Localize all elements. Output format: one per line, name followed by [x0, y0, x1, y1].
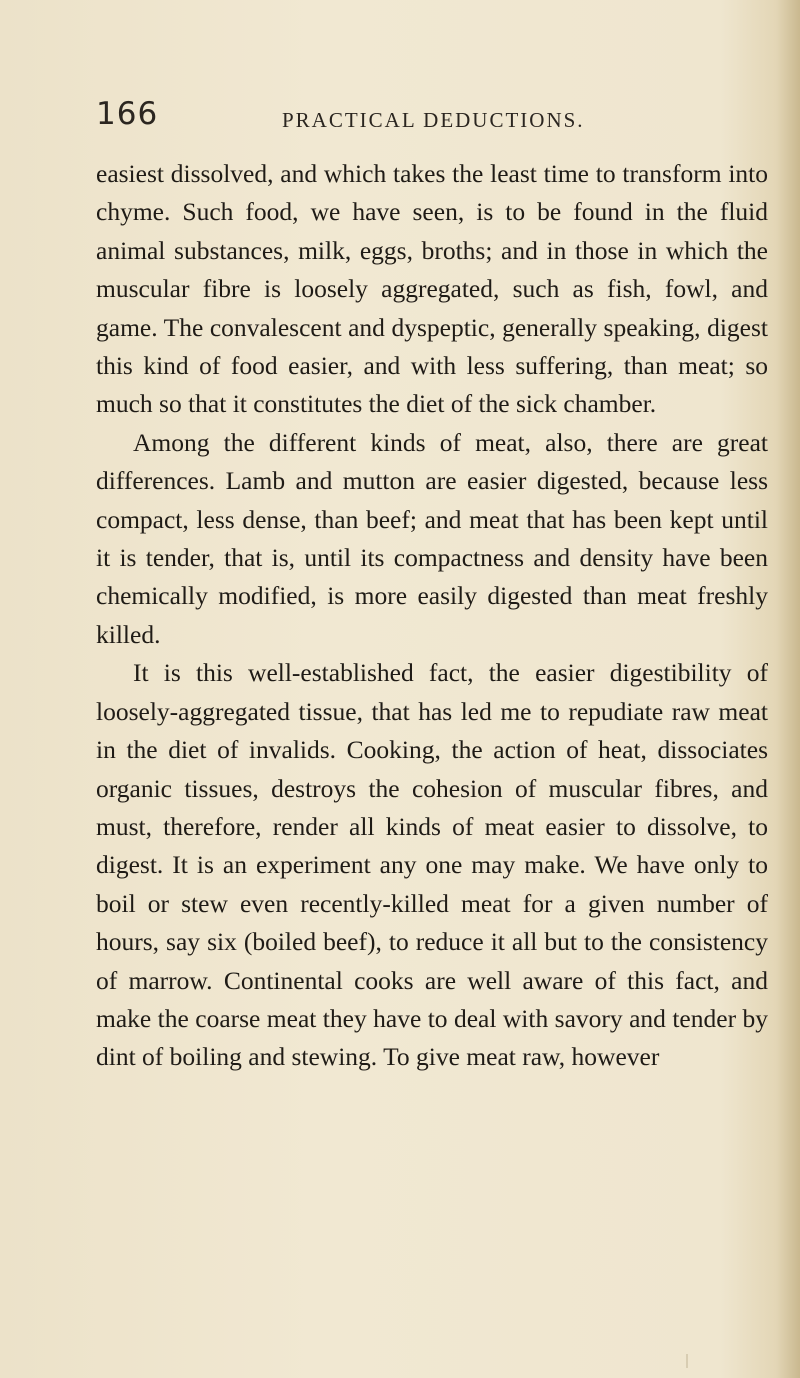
- page-mark: [686, 1354, 688, 1368]
- page-header: [96, 96, 716, 146]
- paragraph-continued: easiest dissolved, and which takes the least time to transform into chyme. Such food, we have seen, is to be found in the fluid animal substances, milk, eggs, broths; and in those in which the muscular fibre is loosely aggregated, such as fish, fowl, and game. The convalescent and dyspeptic, generally speaking, digest this kind of food easier, and with less suffering, than meat; so much so that it constitutes the diet of the sick chamber.: [96, 159, 768, 419]
- page-number: 166: [96, 96, 159, 132]
- running-head: PRACTICAL DEDUCTIONS.: [282, 108, 585, 132]
- paragraph-meat-differences: Among the different kinds of meat, also, there are great differences. Lamb and mutton are easier digested, because less compact, less dense, than beef; and meat that has been kept until it is tender, that is, until its compactness and density have been chemically modified, is more easily digested than meat freshly killed.: [96, 427, 768, 649]
- paragraph-raw-meat: It is this well-established fact, the easier digestibility of loosely-aggregated tissue, that has led me to repudiate raw meat in the diet of invalids. Cooking, the action of heat, dissociates organic tissues, destroys the cohesion of muscular fibres, and must, therefore, render all kinds of meat easier to dissolve, to digest. It is an experiment any one may make. We have only to boil or stew even recently-killed meat for a given number of hours, say six (boiled beef), to reduce it all but to the consistency of marrow. Continental cooks are well aware of this fact, and make the coarse meat they have to deal with savory and tender by dint of boiling and stewing. To give meat raw, however: [96, 658, 768, 1072]
- body-text: [96, 155, 768, 1077]
